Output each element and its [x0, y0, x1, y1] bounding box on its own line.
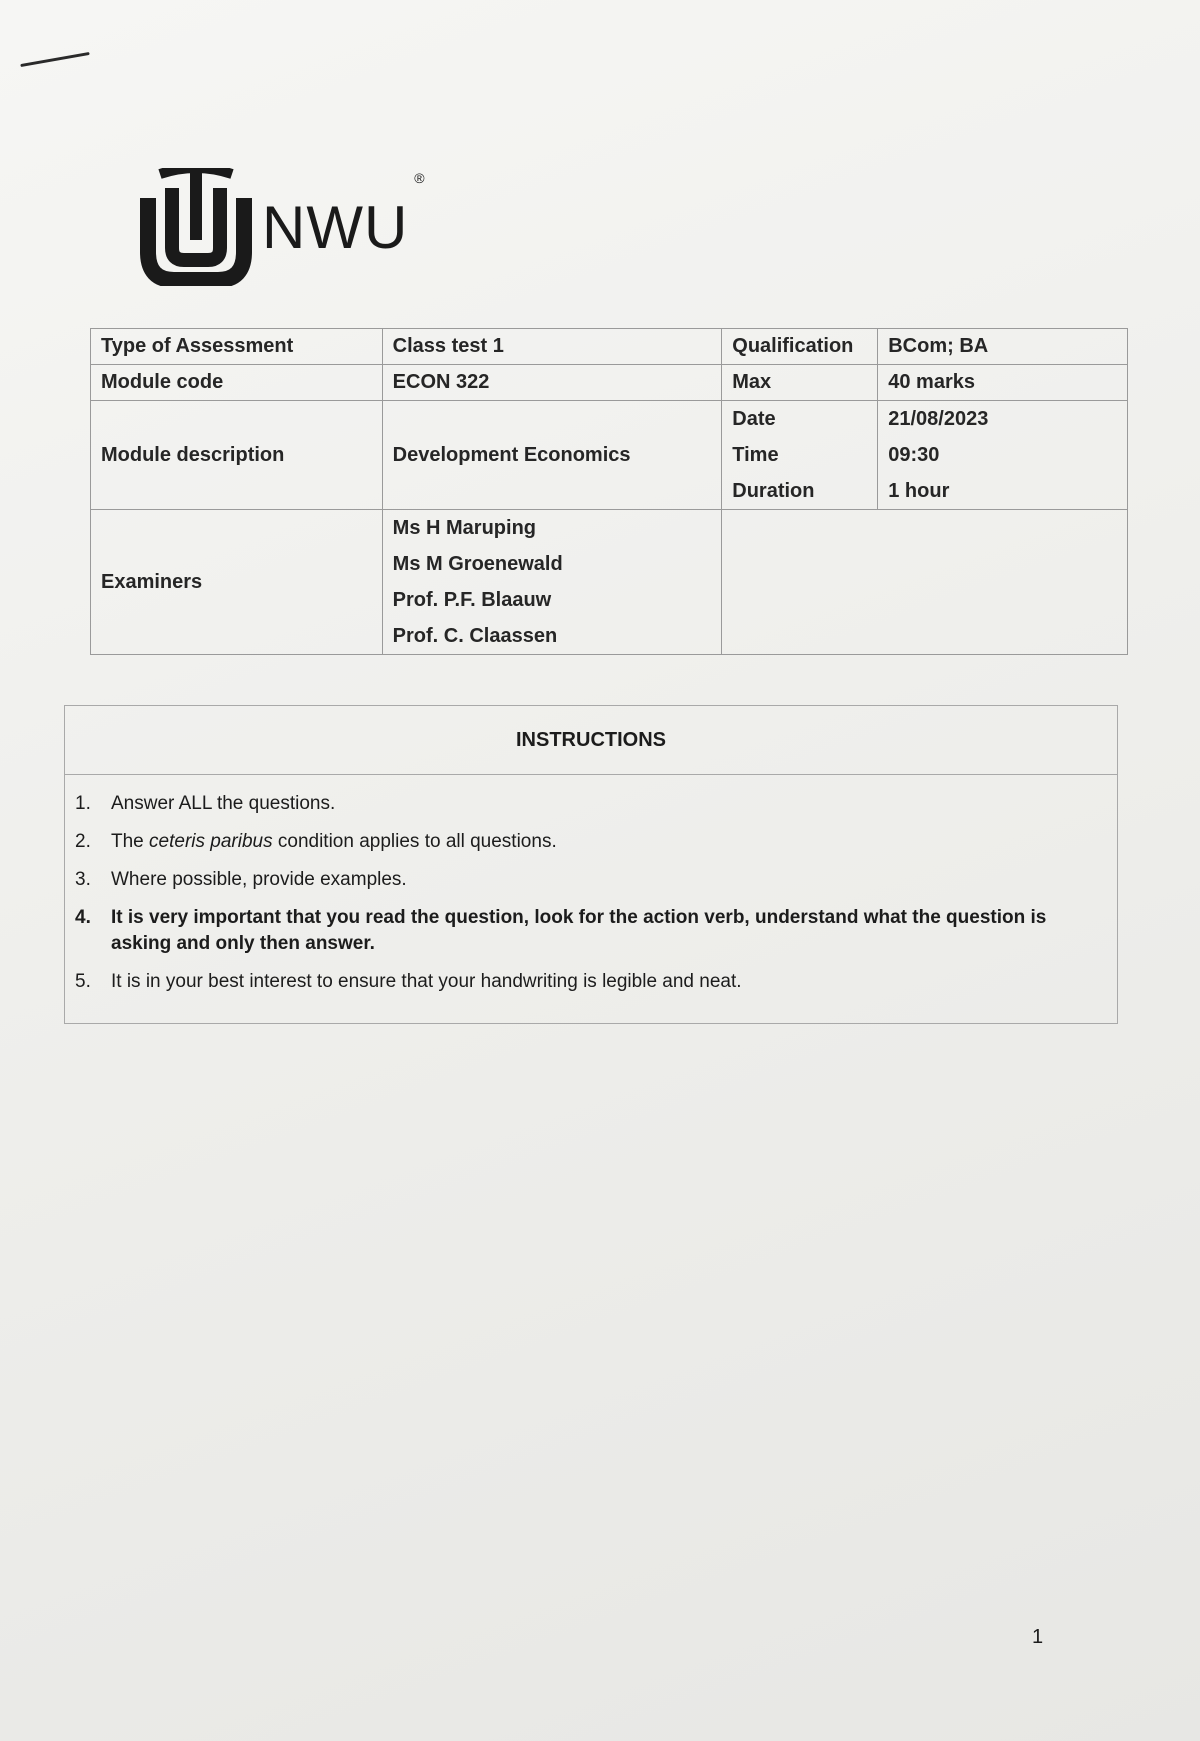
- examiners-list: [382, 510, 722, 655]
- assessment-info-table: [90, 328, 1128, 655]
- logo-wordmark: NWU: [262, 193, 409, 261]
- examiners-label: Examiners: [91, 510, 383, 655]
- schedule-labels: [722, 401, 878, 510]
- examiner-name: Prof. C. Claassen: [392, 625, 558, 647]
- registered-mark: ®: [414, 170, 425, 186]
- time-label: Time: [732, 444, 779, 466]
- empty-cell: [722, 510, 1128, 655]
- duration-value: 1 hour: [888, 480, 950, 502]
- date-value: 21/08/2023: [888, 408, 989, 430]
- instruction-number: 2.: [75, 831, 91, 852]
- instruction-number: 5.: [75, 971, 91, 992]
- instruction-text-italic: ceteris paribus: [149, 831, 273, 852]
- max-label: Max: [722, 365, 878, 401]
- instruction-item: [75, 969, 1101, 995]
- time-value: 09:30: [888, 444, 940, 466]
- qualification-value: BCom; BA: [878, 329, 1128, 365]
- instructions-list: [65, 775, 1117, 1023]
- date-label: Date: [732, 408, 776, 430]
- instruction-number: 4.: [75, 907, 91, 928]
- examiner-name: Prof. P.F. Blaauw: [392, 589, 552, 611]
- pen-mark: [20, 52, 89, 67]
- instruction-item: [75, 829, 1101, 855]
- instruction-text-post: condition applies to all questions.: [272, 831, 557, 852]
- type-value: Class test 1: [382, 329, 722, 365]
- instruction-text: It is very important that you read the question, look for the action verb, understand what the question is asking and only then answer.: [111, 907, 1047, 954]
- module-code-value: ECON 322: [382, 365, 722, 401]
- instruction-number: 1.: [75, 793, 91, 814]
- instruction-text: It is in your best interest to ensure that your handwriting is legible and neat.: [111, 971, 742, 992]
- max-value: 40 marks: [878, 365, 1128, 401]
- examiner-name: Ms H Maruping: [392, 517, 537, 539]
- page-number: 1: [1032, 1626, 1044, 1648]
- schedule-values: [878, 401, 1128, 510]
- nwu-logo: [140, 168, 425, 286]
- instruction-text-pre: The: [111, 831, 150, 852]
- module-code-label: Module code: [91, 365, 383, 401]
- type-label: Type of Assessment: [91, 329, 383, 365]
- instruction-text: Where possible, provide examples.: [111, 869, 407, 890]
- module-description-label: Module description: [91, 401, 383, 510]
- instructions-heading: INSTRUCTIONS: [65, 706, 1117, 775]
- instruction-text: Answer ALL the questions.: [111, 793, 336, 814]
- examiner-name: Ms M Groenewald: [392, 553, 563, 575]
- instruction-number: 3.: [75, 869, 91, 890]
- instruction-item: [75, 791, 1101, 817]
- module-description-value: Development Economics: [382, 401, 722, 510]
- instruction-item: [75, 867, 1101, 893]
- nwu-emblem-icon: [140, 168, 252, 286]
- duration-label: Duration: [732, 480, 815, 502]
- instruction-item: [75, 905, 1101, 957]
- qualification-label: Qualification: [722, 329, 878, 365]
- instruction-text: [111, 829, 557, 855]
- instructions-box: [64, 705, 1118, 1024]
